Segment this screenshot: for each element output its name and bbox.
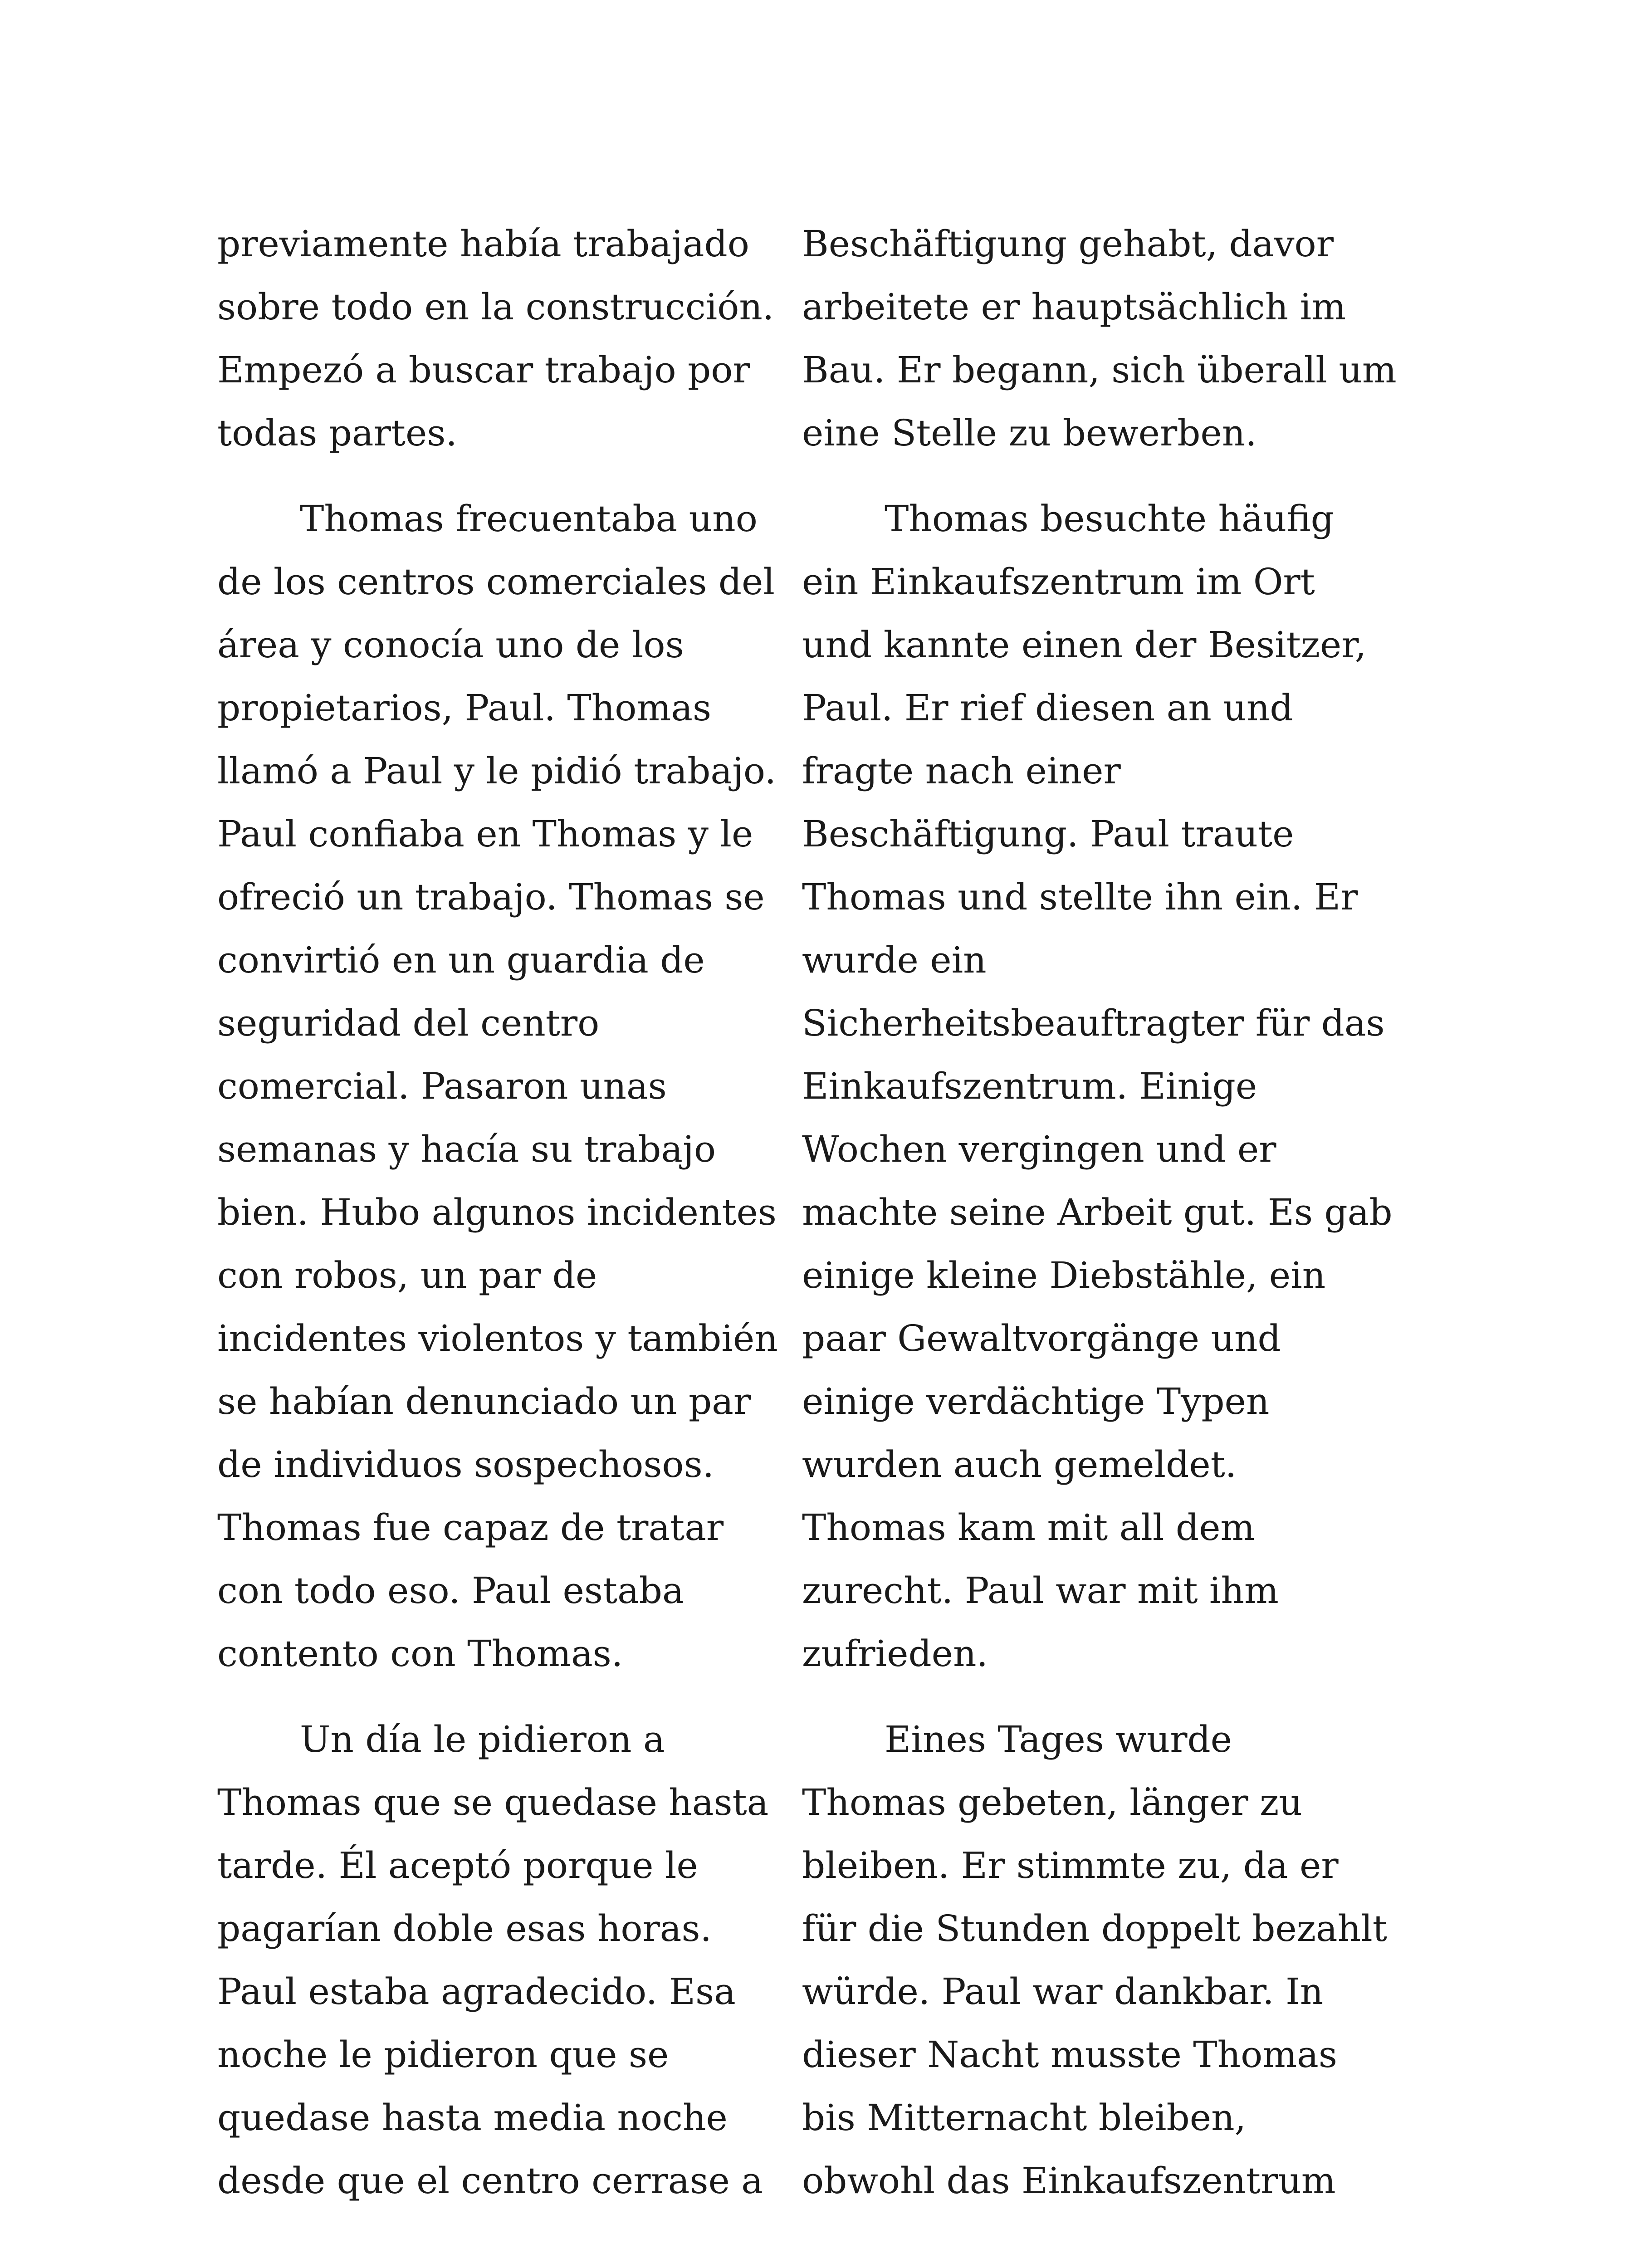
text-line: se habían denunciado un par: [217, 1380, 751, 1422]
text-line: einige verdächtige Typen: [802, 1380, 1270, 1422]
text-line: Thomas que se quedase hasta: [217, 1781, 769, 1823]
text-line: Thomas kam mit all dem: [802, 1506, 1255, 1549]
text-line: propietarios, Paul. Thomas: [217, 687, 712, 729]
text-line: und kannte einen der Besitzer,: [802, 624, 1367, 666]
text-line: würde. Paul war dankbar. In: [802, 1970, 1324, 2013]
text-line: seguridad del centro: [217, 1002, 600, 1044]
text-line: sobre todo en la construcción.: [217, 286, 774, 328]
text-line: wurden auch gemeldet.: [802, 1443, 1237, 1486]
text-line: ein Einkaufszentrum im Ort: [802, 561, 1315, 603]
text-line: Einkaufszentrum. Einige: [802, 1065, 1257, 1107]
text-line: comercial. Pasaron unas: [217, 1065, 667, 1107]
text-line: llamó a Paul y le pidió trabajo.: [217, 750, 777, 792]
text-line: convirtió en un guardia de: [217, 939, 705, 981]
text-line: con todo eso. Paul estaba: [217, 1569, 684, 1612]
text-line: Thomas besuchte häufig: [885, 498, 1334, 540]
text-line: semanas y hacía su trabajo: [217, 1128, 716, 1170]
text-line: Bau. Er begann, sich überall um: [802, 349, 1397, 391]
paragraph-spacer: [802, 464, 1360, 487]
text-line: zufrieden.: [802, 1633, 988, 1675]
text-line: Thomas und stellte ihn ein. Er: [802, 876, 1358, 918]
german-column: [802, 212, 1397, 2212]
text-line: desde que el centro cerrase a: [217, 2160, 763, 2202]
text-line: Paul. Er rief diesen an und: [802, 687, 1293, 729]
paragraph-spacer: [217, 1685, 775, 1708]
text-line: tarde. Él aceptó porque le: [217, 1844, 698, 1887]
text-line: arbeitete er hauptsächlich im: [802, 286, 1346, 328]
text-line: machte seine Arbeit gut. Es gab: [802, 1191, 1393, 1233]
paragraph-spacer: [802, 1685, 1360, 1708]
text-line: Beschäftigung gehabt, davor: [802, 223, 1334, 265]
text-line: eine Stelle zu bewerben.: [802, 412, 1257, 454]
paragraph: [802, 212, 1397, 464]
text-line: bleiben. Er stimmte zu, da er: [802, 1844, 1339, 1887]
text-line: wurde ein: [802, 939, 987, 981]
text-line: dieser Nacht musste Thomas: [802, 2033, 1337, 2076]
text-line: Wochen vergingen und er: [802, 1128, 1276, 1170]
text-line: Eines Tages wurde: [885, 1718, 1232, 1760]
text-line: Thomas fue capaz de tratar: [217, 1506, 724, 1549]
text-line: Sicherheitsbeauftragter für das: [802, 1002, 1385, 1044]
paragraph: [217, 487, 778, 1685]
text-line: área y conocía uno de los: [217, 624, 684, 666]
text-line: pagarían doble esas horas.: [217, 1907, 712, 1950]
paragraph: [802, 487, 1393, 1685]
text-line: Un día le pidieron a: [300, 1718, 665, 1760]
text-line: Thomas gebeten, länger zu: [802, 1781, 1302, 1823]
paragraph: [217, 1708, 775, 2212]
paragraph: [802, 1708, 1387, 2212]
text-line: bien. Hubo algunos incidentes: [217, 1191, 777, 1233]
paragraph: [217, 212, 775, 464]
text-line: ofreció un trabajo. Thomas se: [217, 876, 765, 918]
text-line: contento con Thomas.: [217, 1633, 623, 1675]
text-line: Paul estaba agradecido. Esa: [217, 1970, 736, 2013]
text-line: Empezó a buscar trabajo por: [217, 349, 750, 391]
text-line: noche le pidieron que se: [217, 2033, 669, 2076]
text-line: previamente había trabajado: [217, 223, 749, 265]
text-line: quedase hasta media noche: [217, 2097, 728, 2139]
text-line: Paul confiaba en Thomas y le: [217, 813, 753, 855]
paragraph-spacer: [217, 464, 775, 487]
text-line: fragte nach einer: [802, 750, 1121, 792]
text-line: zurecht. Paul war mit ihm: [802, 1569, 1279, 1612]
text-line: todas partes.: [217, 412, 457, 454]
text-line: paar Gewaltvorgänge und: [802, 1317, 1281, 1359]
text-line: de los centros comerciales del: [217, 561, 775, 603]
text-line: einige kleine Diebstähle, ein: [802, 1254, 1326, 1296]
text-line: für die Stunden doppelt bezahlt: [802, 1907, 1387, 1950]
text-line: con robos, un par de: [217, 1254, 597, 1296]
text-line: bis Mitternacht bleiben,: [802, 2097, 1247, 2139]
text-line: Thomas frecuentaba uno: [300, 498, 758, 540]
spanish-column: [217, 212, 778, 2212]
text-line: Beschäftigung. Paul traute: [802, 813, 1294, 855]
text-line: de individuos sospechosos.: [217, 1443, 714, 1486]
text-line: incidentes violentos y también: [217, 1317, 778, 1359]
text-line: obwohl das Einkaufszentrum: [802, 2160, 1336, 2202]
